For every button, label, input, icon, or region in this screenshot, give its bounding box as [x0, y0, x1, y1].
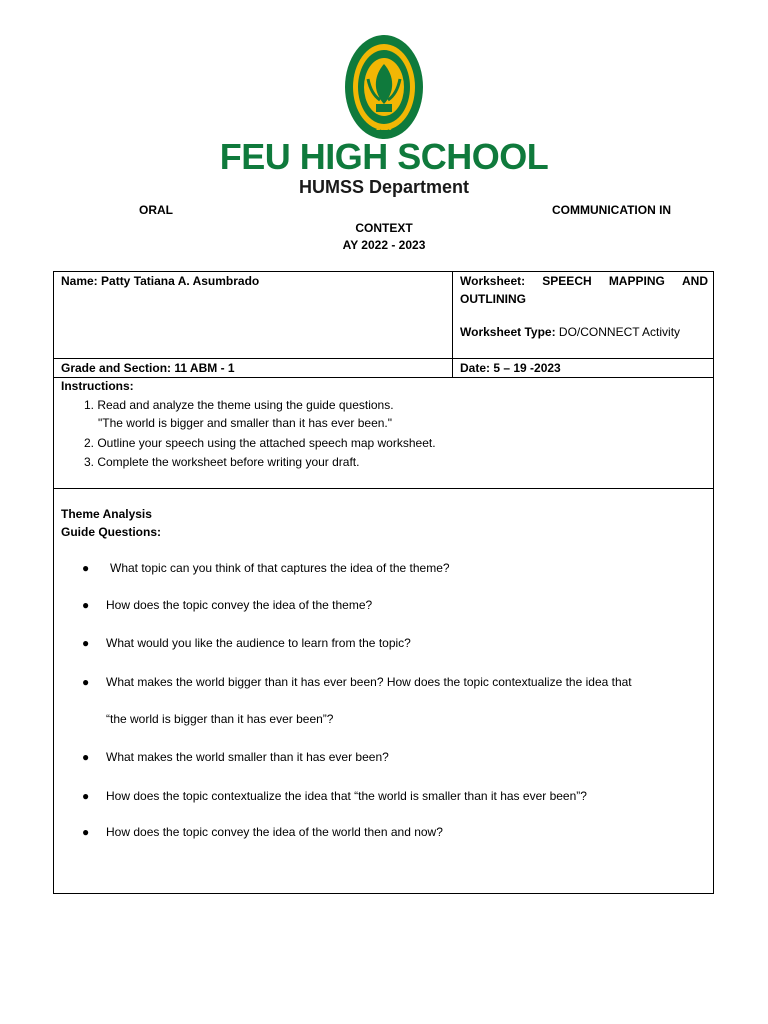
worksheet-title — [460, 274, 708, 306]
bullet-icon: ● — [82, 598, 90, 612]
question-text: What would you like the audience to learn from the topic? — [106, 636, 411, 650]
question-text: How does the topic convey the idea of the theme? — [106, 598, 373, 612]
row-divider — [54, 488, 713, 489]
bullet-icon: ● — [82, 825, 90, 839]
worksheet-word: AND — [681, 274, 708, 288]
guide-questions-title: Guide Questions: — [61, 525, 162, 539]
worksheet-title-line2: OUTLINING — [460, 292, 526, 306]
question-text: What makes the world bigger than it has ever been? How does the topic contextualize the idea that — [106, 675, 632, 689]
bullet-icon: ● — [82, 561, 90, 575]
theme-analysis-title: Theme Analysis — [61, 507, 152, 521]
question-text: How does the topic contextualize the idea that “the world is smaller than it has ever been”? — [106, 789, 587, 803]
bullet-icon: ● — [82, 675, 90, 689]
worksheet-word: SPEECH — [542, 274, 592, 288]
course-title-right: COMMUNICATION IN — [552, 203, 672, 217]
worksheet-type — [460, 325, 680, 339]
logo-year: 2016 — [376, 125, 392, 132]
question-text: “the world is bigger than it has ever been”? — [106, 712, 334, 726]
instruction-item: 3. Complete the worksheet before writing your draft. — [84, 455, 360, 469]
worksheet-type-value: DO/CONNECT Activity — [558, 325, 681, 339]
question-text: How does the topic convey the idea of the world then and now? — [106, 825, 443, 839]
department-name: HUMSS Department — [298, 177, 470, 197]
instruction-quote: "The world is bigger and smaller than it has ever been." — [98, 416, 393, 430]
bullet-icon: ● — [82, 789, 90, 803]
question-text: What topic can you think of that captures the idea of the theme? — [110, 561, 450, 575]
course-title-left: ORAL — [139, 203, 173, 217]
row-divider — [54, 377, 713, 378]
worksheet-type-label: Worksheet Type: — [460, 325, 556, 339]
grade-section: Grade and Section: 11 ABM - 1 — [61, 361, 235, 375]
school-logo — [344, 34, 424, 140]
column-divider — [452, 272, 453, 377]
worksheet-word: MAPPING — [608, 274, 665, 288]
student-name: Name: Patty Tatiana A. Asumbrado — [61, 274, 260, 288]
bullet-icon: ● — [82, 636, 90, 650]
academic-year: AY 2022 - 2023 — [342, 238, 426, 252]
date: Date: 5 – 19 -2023 — [460, 361, 561, 375]
instructions-title: Instructions: — [61, 379, 134, 393]
worksheet-table — [53, 271, 714, 894]
worksheet-word: Worksheet: — [460, 274, 526, 288]
school-name: FEU HIGH SCHOOL — [219, 136, 549, 177]
question-text: What makes the world smaller than it has ever been? — [106, 750, 389, 764]
row-divider — [54, 358, 713, 359]
bullet-icon: ● — [82, 750, 90, 764]
course-title-line2: CONTEXT — [355, 221, 413, 235]
instruction-item: 1. Read and analyze the theme using the guide questions. — [84, 398, 394, 412]
instruction-item: 2. Outline your speech using the attached speech map worksheet. — [84, 436, 436, 450]
